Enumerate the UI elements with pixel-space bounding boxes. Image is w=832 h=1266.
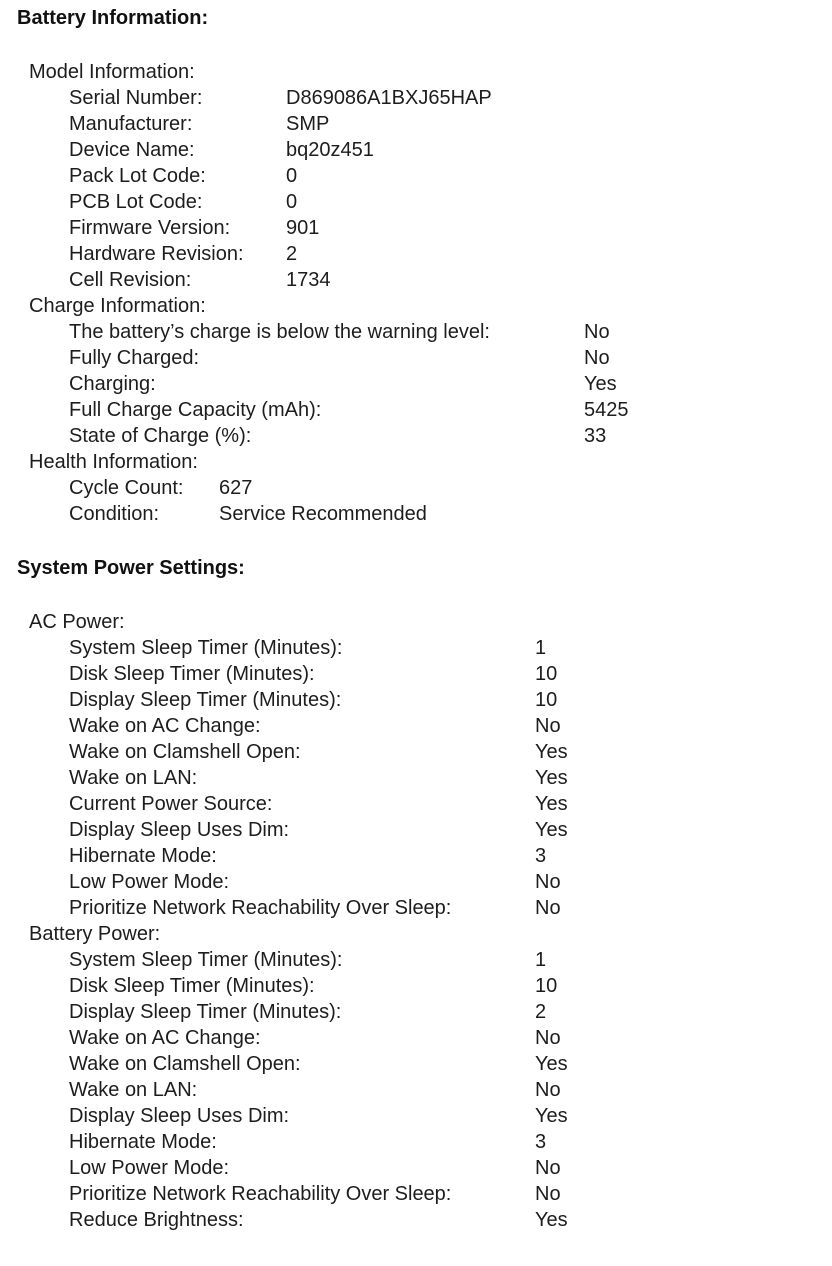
info-row-value: No bbox=[535, 1027, 561, 1049]
info-row-key: Condition: bbox=[69, 503, 160, 525]
info-row-value: 10 bbox=[535, 689, 558, 711]
info-row-value: 33 bbox=[584, 425, 607, 447]
info-row-value: Yes bbox=[535, 1053, 568, 1075]
info-row-value: Yes bbox=[584, 373, 617, 395]
info-row-key: Prioritize Network Reachability Over Sleep: bbox=[69, 897, 452, 919]
info-row-value: No bbox=[535, 715, 561, 737]
info-row-key: Full Charge Capacity (mAh): bbox=[69, 399, 322, 421]
info-row-key: Device Name: bbox=[69, 139, 195, 161]
info-row-value: 0 bbox=[286, 191, 298, 213]
info-row-key: Disk Sleep Timer (Minutes): bbox=[69, 975, 315, 997]
info-row-key: Low Power Mode: bbox=[69, 871, 230, 893]
info-row-value: bq20z451 bbox=[286, 139, 374, 161]
info-row-key: Hibernate Mode: bbox=[69, 845, 217, 867]
info-row-key: Disk Sleep Timer (Minutes): bbox=[69, 663, 315, 685]
info-row-value: Yes bbox=[535, 741, 568, 763]
info-row-key: Wake on AC Change: bbox=[69, 715, 261, 737]
info-row-value: 901 bbox=[286, 217, 320, 239]
info-row-value: No bbox=[535, 897, 561, 919]
charge-information-label: Charge Information: bbox=[29, 295, 206, 317]
info-row-key: Wake on LAN: bbox=[69, 767, 198, 789]
info-row-value: Yes bbox=[535, 1209, 568, 1231]
battery-information-heading: Battery Information: bbox=[17, 7, 209, 29]
info-row-value: Yes bbox=[535, 767, 568, 789]
info-row-key: Wake on AC Change: bbox=[69, 1027, 261, 1049]
info-row-key: PCB Lot Code: bbox=[69, 191, 203, 213]
system-power-settings-heading: System Power Settings: bbox=[17, 557, 245, 579]
info-row-key: Manufacturer: bbox=[69, 113, 193, 135]
info-row-key: Wake on Clamshell Open: bbox=[69, 1053, 301, 1075]
info-row-key: Pack Lot Code: bbox=[69, 165, 206, 187]
model-information-label: Model Information: bbox=[29, 61, 195, 83]
ac-power-label: AC Power: bbox=[29, 611, 125, 633]
health-information-label: Health Information: bbox=[29, 451, 198, 473]
info-row-value: No bbox=[535, 1157, 561, 1179]
info-row-value: 627 bbox=[219, 477, 253, 499]
info-row-value: 5425 bbox=[584, 399, 629, 421]
info-row-key: Firmware Version: bbox=[69, 217, 231, 239]
info-row-key: The battery’s charge is below the warning level: bbox=[69, 321, 490, 343]
info-row-value: 1 bbox=[535, 637, 547, 659]
info-row-key: Charging: bbox=[69, 373, 156, 395]
info-row-value: No bbox=[535, 1183, 561, 1205]
info-row-key: Hibernate Mode: bbox=[69, 1131, 217, 1153]
info-row-key: Wake on LAN: bbox=[69, 1079, 198, 1101]
info-row-key: Display Sleep Timer (Minutes): bbox=[69, 1001, 342, 1023]
info-row-key: Prioritize Network Reachability Over Sleep: bbox=[69, 1183, 452, 1205]
info-row-key: Display Sleep Uses Dim: bbox=[69, 819, 290, 841]
info-row-key: Cycle Count: bbox=[69, 477, 184, 499]
info-row-value: No bbox=[584, 347, 610, 369]
info-row-value: No bbox=[535, 1079, 561, 1101]
info-row-key: State of Charge (%): bbox=[69, 425, 252, 447]
info-row-value: Yes bbox=[535, 1105, 568, 1127]
info-row-key: Current Power Source: bbox=[69, 793, 273, 815]
info-row-key: Display Sleep Uses Dim: bbox=[69, 1105, 290, 1127]
info-row-value: Yes bbox=[535, 793, 568, 815]
info-row-value: 2 bbox=[535, 1001, 547, 1023]
info-row-value: 1734 bbox=[286, 269, 331, 291]
info-row-value: Service Recommended bbox=[219, 503, 427, 525]
info-row-key: Reduce Brightness: bbox=[69, 1209, 244, 1231]
info-row-value: No bbox=[584, 321, 610, 343]
info-row-key: Display Sleep Timer (Minutes): bbox=[69, 689, 342, 711]
info-row-value: D869086A1BXJ65HAP bbox=[286, 87, 492, 109]
info-row-value: SMP bbox=[286, 113, 330, 135]
info-row-value: 3 bbox=[535, 1131, 547, 1153]
info-row-key: Low Power Mode: bbox=[69, 1157, 230, 1179]
battery-power-label: Battery Power: bbox=[29, 923, 161, 945]
info-row-key: System Sleep Timer (Minutes): bbox=[69, 637, 343, 659]
info-row-key: Cell Revision: bbox=[69, 269, 192, 291]
info-row-value: No bbox=[535, 871, 561, 893]
info-row-value: 1 bbox=[535, 949, 547, 971]
info-row-key: System Sleep Timer (Minutes): bbox=[69, 949, 343, 971]
info-row-value: Yes bbox=[535, 819, 568, 841]
info-row-value: 10 bbox=[535, 975, 558, 997]
info-row-value: 3 bbox=[535, 845, 547, 867]
info-row-key: Serial Number: bbox=[69, 87, 203, 109]
info-row-value: 0 bbox=[286, 165, 298, 187]
info-row-value: 2 bbox=[286, 243, 298, 265]
info-row-value: 10 bbox=[535, 663, 558, 685]
info-row-key: Wake on Clamshell Open: bbox=[69, 741, 301, 763]
info-row-key: Fully Charged: bbox=[69, 347, 200, 369]
info-row-key: Hardware Revision: bbox=[69, 243, 244, 265]
